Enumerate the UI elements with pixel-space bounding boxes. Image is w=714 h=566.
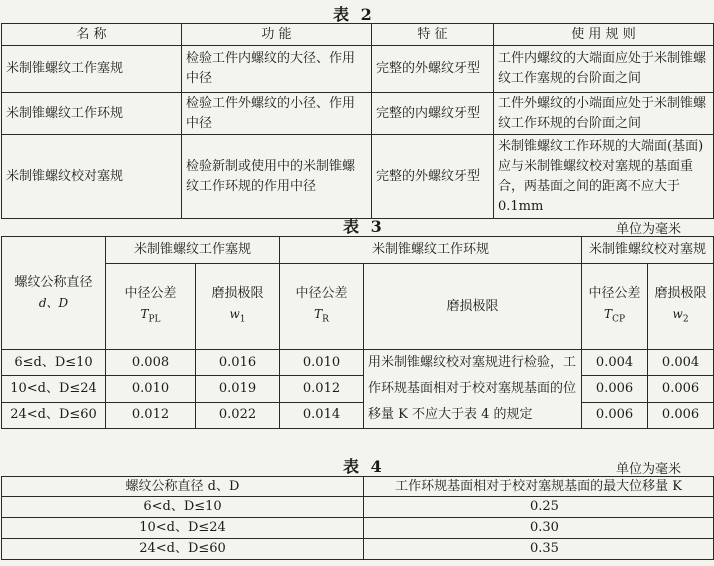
table-row [2,46,714,93]
symbol-T: T [140,306,149,321]
table2-header-row [2,24,714,46]
table3-cell-diameter: 24<d、D≤60 [2,402,106,428]
table3-cell: 0.022 [196,402,280,428]
table3-cell: 0.004 [582,350,648,376]
table3-cell: 0.019 [196,376,280,402]
subscript-2: 2 [682,314,689,325]
table3-cell: 0.010 [106,376,196,402]
table3-header-plug: 米制锥螺纹工作塞规 [106,237,280,264]
table4-cell-value: 0.25 [364,497,714,518]
table3-cell: 0.004 [648,350,714,376]
table4-header-diameter: 螺纹公称直径 d、D [2,477,364,497]
table3-cell: 0.006 [648,402,714,428]
symbol-w1 [200,304,275,329]
table-row [2,93,714,135]
subscript-1: 1 [239,314,246,325]
symbol-T: T [604,306,613,321]
table3-caption: 表 3 [343,217,385,236]
table3-cell: 0.010 [280,350,364,376]
symbol-T: T [314,306,323,321]
table3-cell: 0.014 [280,402,364,428]
table3-header-wear-plug [196,264,280,350]
table3-header-wear-limit-ring: 磨损极限 [364,264,582,350]
table4-cell-diameter: 10<d、D≤24 [2,518,364,539]
table4-caption: 表 4 [343,457,385,476]
table3-header-pitch-tol-plug [106,264,196,350]
table-row [2,350,714,376]
table3-wear-note: 用米制锥螺纹校对塞规进行检验，工作环规基面相对于校对塞规基面的位移量 K 不应大于表 4 的规定 [364,350,582,429]
symbol-w2 [652,304,709,329]
symbol-w: w [229,306,240,321]
table4-cell-diameter: 6<d、D≤10 [2,497,364,518]
subscript-R: R [322,314,329,325]
table3-cell: 0.012 [106,402,196,428]
table-row [2,497,714,518]
table-row [2,539,714,560]
table2-cell: 米制锥螺纹工作环规的大端面(基面)应与米制锥螺纹校对塞规的基面重合，两基面之间的距离不应大于0.1mm [494,135,714,219]
subscript-PL: PL [148,314,161,325]
table3-cell: 0.006 [648,376,714,402]
table-3 [1,236,714,429]
table4-cell-value: 0.35 [364,539,714,560]
pitch-tol-label: 中径公差 [124,285,177,301]
symbol-TPL [110,304,191,329]
table3-header-check: 米制锥螺纹校对塞规 [582,237,714,264]
wear-label: 磨损极限 [211,285,264,301]
table3-unit: 单位为毫米 [616,222,682,237]
table3-cell: 0.006 [582,402,648,428]
symbol-w: w [672,306,683,321]
table3-cell: 0.016 [196,350,280,376]
table2-header-name: 名 称 [2,24,182,46]
table2-cell: 完整的内螺纹牙型 [372,93,494,135]
table-row [2,518,714,539]
table4-unit: 单位为毫米 [616,462,682,477]
pitch-tol-label: 中径公差 [295,285,348,301]
table-4 [1,476,714,560]
table2-cell: 米制锥螺纹校对塞规 [2,135,182,219]
table4-header-max-displacement: 工作环规基面相对于校对塞规基面的最大位移量 K [364,477,714,497]
table2-cell: 工件内螺纹的大端面应处于米制锥螺纹工作塞规的台阶面之间 [494,46,714,93]
table-row [2,135,714,219]
subscript-CP: CP [612,314,626,325]
table3-cell: 0.006 [582,376,648,402]
symbol-TCP [586,304,643,329]
table3-header-diameter-label: 螺纹公称直径 [14,275,93,290]
table2-header-feature: 特 征 [372,24,494,46]
table4-cell-value: 0.30 [364,518,714,539]
table3-cell-diameter: 10<d、D≤24 [2,376,106,402]
table2-cell: 检验工件外螺纹的小径、作用中径 [182,93,372,135]
symbol-TR [284,304,359,329]
table2-cell: 检验新制或使用中的米制锥螺纹工作环规的作用中径 [182,135,372,219]
table2-caption: 表 2 [333,5,375,24]
table-row [2,376,714,402]
table3-header-wear-check [648,264,714,350]
table3-cell-diameter: 6≤d、D≤10 [2,350,106,376]
table4-header-row [2,477,714,497]
table3-header-pitch-tol-ring [280,264,364,350]
table3-header-pitch-tol-check [582,264,648,350]
table3-header-diameter-symbol: d、D [38,296,69,310]
table3-cell: 0.008 [106,350,196,376]
table2-cell: 检验工件内螺纹的大径、作用中径 [182,46,372,93]
wear-label: 磨损极限 [654,285,707,301]
table3-cell: 0.012 [280,376,364,402]
table2-header-rule: 使 用 规 则 [494,24,714,46]
table2-cell: 完整的外螺纹牙型 [372,46,494,93]
table-row [2,402,714,428]
table2-header-function: 功 能 [182,24,372,46]
table-2 [1,23,714,219]
table3-header-diameter [2,237,106,350]
table2-cell: 米制锥螺纹工作塞规 [2,46,182,93]
pitch-tol-label: 中径公差 [588,285,641,301]
table3-header-ring: 米制锥螺纹工作环规 [280,237,582,264]
table2-cell: 米制锥螺纹工作环规 [2,93,182,135]
table2-cell: 完整的外螺纹牙型 [372,135,494,219]
table4-cell-diameter: 24<d、D≤60 [2,539,364,560]
table2-cell: 工件外螺纹的小端面应处于米制锥螺纹工作环规的台阶面之间 [494,93,714,135]
